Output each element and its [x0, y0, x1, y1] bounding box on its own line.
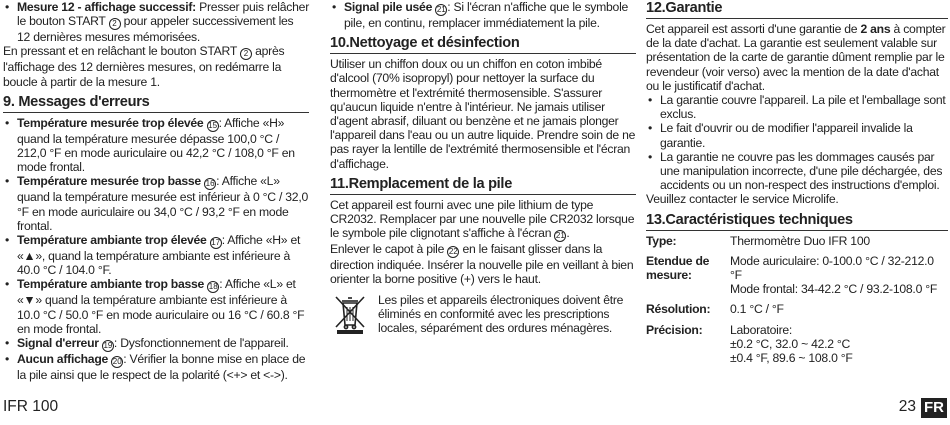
- error-item: [3, 277, 309, 336]
- section-heading-13: 13.Caractéristiques techniques: [646, 212, 948, 231]
- page-number: 23: [898, 398, 916, 415]
- error-text: : Affiche «L» et «▼» quand la température ambiante est inférieure à 10.0 °C / 50.0 °F en mode auriculaire ou 16 °C / 60.8 °F en mode frontal.: [17, 277, 305, 336]
- error-text: : Affiche «H» quand la température mesurée dépasse 100,0 °C / 212,0 °F en mode auriculaire ou 42,2 °C / 108,0 °F en mode frontal.: [17, 115, 295, 175]
- callout-number: 17: [211, 238, 221, 248]
- paragraph: [3, 44, 309, 88]
- spec-value: [730, 234, 948, 248]
- spec-value: [730, 254, 948, 297]
- spec-key: Précision:: [646, 322, 703, 337]
- error-label: Signal d'erreur: [17, 336, 99, 351]
- disposal-text: Les piles et appareils électroniques doivent être éliminés en conformité avec les prescriptions locales, séparément des ordures ménagères.: [378, 292, 624, 336]
- spec-line: ±0.2 °C, 32.0 ~ 42.2 °C: [730, 336, 851, 351]
- error-item: [3, 352, 309, 382]
- section-heading-11: 11.Remplacement de la pile: [330, 176, 636, 195]
- paragraph: Utiliser un chiffon doux ou un chiffon en coton imbibé d'alcool (70% isopropyl) pour nettoyer la surface du thermomètre et l'extrémité thermosensible. S'assurer qu'aucun liquide n'entre à l'intérieur. Ne jamais utiliser d'agent abrasif, diluant ou benzène et ne jamais plonger l'appareil dans l'eau ou un autre liquide. Prendre soin de ne pas rayer la lentille de l'extrémité thermosensible et l'écran d'affichage.: [330, 57, 636, 171]
- warranty-item: • Le fait d'ouvrir ou de modifier l'appareil invalide la garantie.: [646, 121, 948, 149]
- disposal-notice: [330, 293, 636, 336]
- warranty-list: [646, 93, 948, 192]
- language-badge: FR: [921, 398, 947, 418]
- callout-number: 15: [208, 120, 218, 130]
- section-heading-9: 9. Messages d'erreurs: [3, 94, 309, 113]
- list-item: [3, 0, 309, 44]
- spec-value: [730, 323, 948, 366]
- spec-value: [730, 302, 948, 316]
- spec-row: [646, 234, 948, 248]
- column-middle: [330, 0, 636, 335]
- page-footer: [0, 396, 950, 425]
- paragraph-text: Cet appareil est fourni avec une pile lithium de type CR2032. Remplacer par une nouvelle pile CR2032 lorsque le symbole pile clignotant s'affiche à l'écran: [330, 197, 635, 241]
- error-text: : Vérifier la bonne mise en place de la pile ainsi que le respect de la polarité (<+> et <->).: [17, 352, 306, 383]
- callout-number: 21: [436, 5, 446, 14]
- item-text: : Si l'écran n'affiche que le symbole pile, en continu, remplacer immédiatement la pile.: [344, 0, 629, 30]
- error-item: [3, 174, 309, 233]
- callout-number: 22: [448, 247, 458, 257]
- callout-number: 18: [208, 282, 218, 292]
- error-text: : Affiche «L» quand la température mesurée est inférieur à 0 °C / 32,0 °F en mode auriculaire ou 34,0 °C / 93,2 °F en mode frontal.: [17, 174, 308, 233]
- error-label: Température ambiante trop élevée: [17, 233, 207, 248]
- spec-line: Thermomètre Duo IFR 100: [730, 233, 870, 248]
- crossed-bin-icon: [330, 293, 370, 335]
- error-label: Température mesurée trop basse: [17, 174, 201, 189]
- paragraph: [330, 242, 636, 286]
- error-text: : Affiche «H» et «▲», quand la température ambiante est inférieure à 40.0 °C / 104.0 °F.: [17, 233, 301, 278]
- warranty-item: • La garantie couvre l'appareil. La pile et l'emballage sont exclus.: [646, 93, 948, 121]
- error-text: : Dysfonctionnement de l'appareil.: [113, 336, 289, 351]
- spec-table: [646, 234, 948, 366]
- item-text: pour appeler successivement les 12 dernières mesures mémorisées.: [17, 14, 294, 45]
- item-label: Signal pile usée: [344, 0, 433, 14]
- spec-key: Résolution:: [646, 302, 711, 317]
- callout-number: 19: [103, 341, 113, 351]
- error-label: Température mesurée trop élevée: [17, 115, 204, 130]
- error-label: Aucun affichage: [17, 352, 109, 367]
- spec-line: Mode frontal: 34-42.2 °C / 93.2-108.0 °F: [730, 282, 938, 297]
- callout-number: 16: [205, 179, 215, 189]
- item-label: Mesure 12 - affichage successif:: [17, 0, 196, 14]
- section-heading-10: 10.Nettoyage et désinfection: [330, 35, 636, 54]
- spec-row: [646, 323, 948, 366]
- spec-line: Laboratoire:: [730, 322, 793, 337]
- paragraph-bold: 2 ans: [860, 22, 891, 36]
- section-heading-12: 12.Garantie: [646, 0, 948, 19]
- item-text: Presser puis relâcher le bouton START: [17, 0, 310, 29]
- spec-line: 0.1 °C / °F: [730, 302, 784, 317]
- error-label: Température ambiante trop basse: [17, 277, 205, 292]
- paragraph: [330, 198, 636, 242]
- error-item: [3, 336, 309, 352]
- spec-key: Etendue de mesure:: [646, 253, 710, 283]
- paragraph-text: Enlever le capot à pile: [330, 242, 448, 257]
- spec-row: [646, 254, 948, 297]
- paragraph-text: en le faisant glisser dans la direction indiquée. Insérer la nouvelle pile en veillant à bien orienter la borne positive (+) vers le haut.: [330, 242, 634, 287]
- error-item: [3, 233, 309, 277]
- column-right: [646, 0, 948, 371]
- paragraph-text: En pressant et en relâchant le bouton START: [3, 44, 240, 59]
- list-item: [330, 0, 636, 30]
- spec-line: Mode auriculaire: 0-100.0 °C / 32-212.0 °F: [730, 253, 934, 283]
- callout-number: 2: [109, 18, 121, 30]
- paragraph: Veuillez contacter le service Microlife.: [646, 192, 839, 207]
- paragraph-text: après l'affichage des 12 dernières mesures, on redémarre la boucle à partir de la mesure 1.: [3, 44, 285, 89]
- footer-model: IFR 100: [3, 398, 59, 415]
- spec-key: Type:: [646, 233, 677, 248]
- callout-number: 20: [112, 357, 122, 367]
- column-left: [3, 0, 309, 382]
- paragraph-text: Cet appareil est assorti d'une garantie de: [646, 22, 861, 36]
- callout-number: 2: [240, 48, 252, 60]
- paragraph: [646, 22, 948, 93]
- paragraph-text: à compter de la date d'achat. La garantie est seulement valable sur présentation de la carte de garantie dûment remplie par le revendeur (voir verso) avec la mention de la date d'achat ou le justificatif d'achat.: [646, 22, 946, 93]
- warranty-item: • La garantie ne couvre pas les dommages causés par une manipulation incorrecte, d'une pile déchargée, des accidents ou un non-respect des instructions d'emploi.: [646, 150, 948, 193]
- callout-number: 21: [555, 231, 565, 241]
- spec-line: ±0.4 °F, 89.6 ~ 108.0 °F: [730, 351, 853, 366]
- spec-row: [646, 302, 948, 316]
- error-item: [3, 116, 309, 175]
- paragraph-text: .: [566, 226, 570, 241]
- error-list: [3, 116, 309, 382]
